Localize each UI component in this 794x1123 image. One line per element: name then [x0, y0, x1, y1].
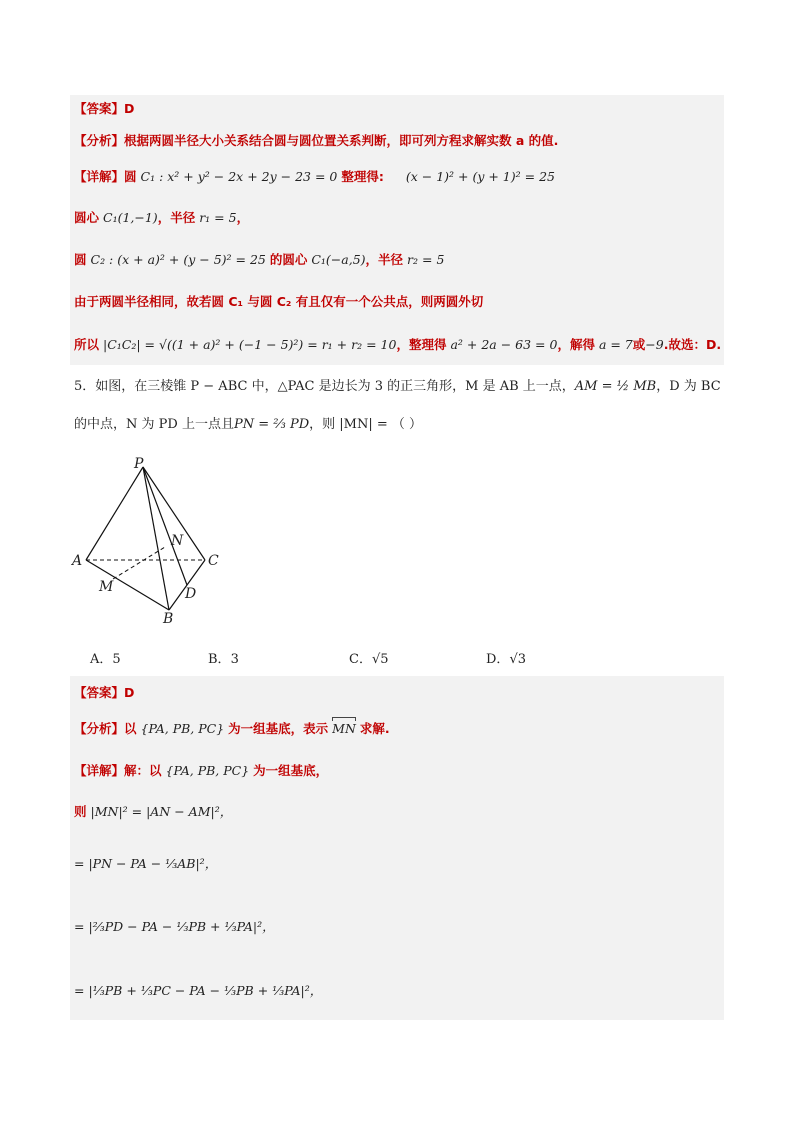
detail-tag: 【详解】	[74, 169, 125, 184]
option-d-letter: D．	[486, 652, 510, 667]
analysis-tag: 【分析】	[74, 133, 125, 148]
label-d: D	[185, 586, 197, 602]
final-choice: .故选：D.	[663, 337, 722, 352]
circle-c2-line	[74, 251, 444, 269]
question-5-line-2	[74, 416, 422, 434]
answer-tag-2: 【答案】	[74, 685, 125, 700]
analysis-vector-mn: MN	[332, 721, 356, 736]
question-5-text-1-end: ，D 为 BC	[656, 379, 721, 394]
center-value: C₁(1,−1)	[103, 210, 158, 225]
distance-equation: |C₁C₂| = √((1 + a)² + (−1 − 5)²) = r₁ + r₂ = 10	[103, 337, 397, 352]
analysis-basis: {PA, PB, PC}	[140, 721, 225, 736]
answer-value: D	[124, 101, 135, 116]
quadratic-equation: a² + 2a − 63 = 0	[450, 337, 558, 352]
answer-line-2	[74, 684, 134, 702]
solve-or: 或	[632, 337, 646, 352]
step-3-equation: = |⅔PD − PA − ⅓PB + ⅓PA|²，	[74, 919, 275, 934]
edge-pd	[143, 467, 187, 585]
answer-value-2: D	[124, 685, 135, 700]
answer-line-1	[74, 100, 134, 118]
detail-end: 为一组基底，	[253, 763, 329, 778]
analysis-mid: 为一组基底，表示	[228, 721, 329, 736]
solve-label: ，解得	[557, 337, 595, 352]
step-1-label: 则	[74, 804, 87, 819]
analysis-end: 求解.	[359, 721, 390, 736]
conclusion-line	[74, 336, 721, 354]
option-a-value: 5	[112, 652, 121, 667]
label-a: A	[72, 553, 83, 569]
detail-basis: {PA, PB, PC}	[165, 763, 250, 778]
step-1-equation: |MN|² = |AN − AM|²，	[90, 804, 233, 819]
analysis-pre: 以	[124, 721, 137, 736]
label-b: B	[163, 611, 174, 627]
tetrahedron-figure	[68, 455, 238, 630]
step-3-line	[74, 918, 275, 936]
option-c-value: √5	[371, 652, 389, 667]
option-c[interactable]	[349, 648, 389, 667]
center-label: 圆心	[74, 210, 100, 225]
analysis-tag-2: 【分析】	[74, 721, 125, 736]
answer-tag: 【答案】	[74, 101, 125, 116]
detail-pre: 解：以	[124, 763, 162, 778]
simplify-label: ，整理得	[396, 337, 447, 352]
c2-center-label: 的圆心	[269, 252, 308, 267]
radius-value: r₁ = 5	[199, 210, 237, 225]
therefore-label: 所以	[74, 337, 100, 352]
same-radius-text: 由于两圆半径相同，故若圆 C₁ 与圆 C₂ 有且仅有一个公共点，则两圆外切	[74, 294, 484, 309]
circle-c2-equation: C₂ : (x + a)² + (y − 5)² = 25	[90, 252, 266, 267]
detail-line-2	[74, 762, 328, 780]
option-b-value: 3	[230, 652, 239, 667]
option-a-letter: A．	[90, 652, 113, 667]
edge-pb	[143, 467, 169, 610]
center-radius-line	[74, 209, 249, 227]
segment-mn-hidden	[113, 547, 165, 579]
option-d[interactable]	[486, 648, 526, 667]
step-2-line	[74, 855, 217, 873]
c2-circle-label: 圆	[74, 252, 87, 267]
step-4-line	[74, 982, 322, 1000]
pn-relation: PN = ⅔ PD	[233, 417, 310, 432]
option-a[interactable]	[90, 648, 121, 667]
circle-c1-equation: C₁ : x² + y² − 2x + 2y − 23 = 0	[140, 169, 338, 184]
detail-circle: 圆	[124, 169, 137, 184]
question-5-text-2: 的中点，N 为 PD 上一点且	[74, 417, 234, 432]
step-4-equation: = |⅓PB + ⅓PC − PA − ⅓PB + ⅓PA|²，	[74, 983, 323, 998]
detail-simplify-label: 整理得:	[341, 169, 384, 184]
label-n: N	[171, 533, 184, 549]
question-5-text-1: 5．如图，在三棱锥 P − ABC 中，△PAC 是边长为 3 的正三角形，M 是 AB 上一点，	[74, 379, 575, 394]
question-5-line-1	[74, 378, 721, 396]
circle-c1-standard-form: (x − 1)² + (y + 1)² = 25	[405, 169, 555, 184]
am-relation: AM = ½ MB	[574, 379, 657, 394]
edge-bc	[169, 560, 205, 610]
detail-line-1	[74, 168, 555, 186]
step-1-line	[74, 803, 232, 821]
option-c-letter: C．	[349, 652, 372, 667]
c2-center-value: C₁(−a,5)	[311, 252, 366, 267]
label-m: M	[99, 579, 114, 595]
analysis-line-1	[74, 132, 558, 150]
radius-end: ，	[236, 210, 250, 225]
edge-pa	[86, 467, 143, 560]
step-2-equation: = |PN − PA − ⅓AB|²，	[74, 856, 218, 871]
solution-a1: a = 7	[598, 337, 633, 352]
c2-radius-label: ，半径	[365, 252, 404, 267]
question-5-text-2-end: ，则 |MN| = （ ）	[309, 417, 423, 432]
label-c: C	[208, 553, 219, 569]
same-radius-line	[74, 293, 483, 311]
option-d-value: √3	[509, 652, 526, 667]
analysis-line-2	[74, 720, 390, 738]
c2-radius-value: r₂ = 5	[407, 252, 445, 267]
analysis-text: 根据两圆半径大小关系结合圆与圆位置关系判断，即可列方程求解实数 a 的值.	[124, 133, 559, 148]
label-p: P	[134, 456, 144, 472]
solution-a2: −9	[645, 337, 664, 352]
radius-label: ，半径	[157, 210, 196, 225]
option-b[interactable]	[208, 648, 239, 667]
option-b-letter: B．	[208, 652, 231, 667]
detail-tag-2: 【详解】	[74, 763, 125, 778]
